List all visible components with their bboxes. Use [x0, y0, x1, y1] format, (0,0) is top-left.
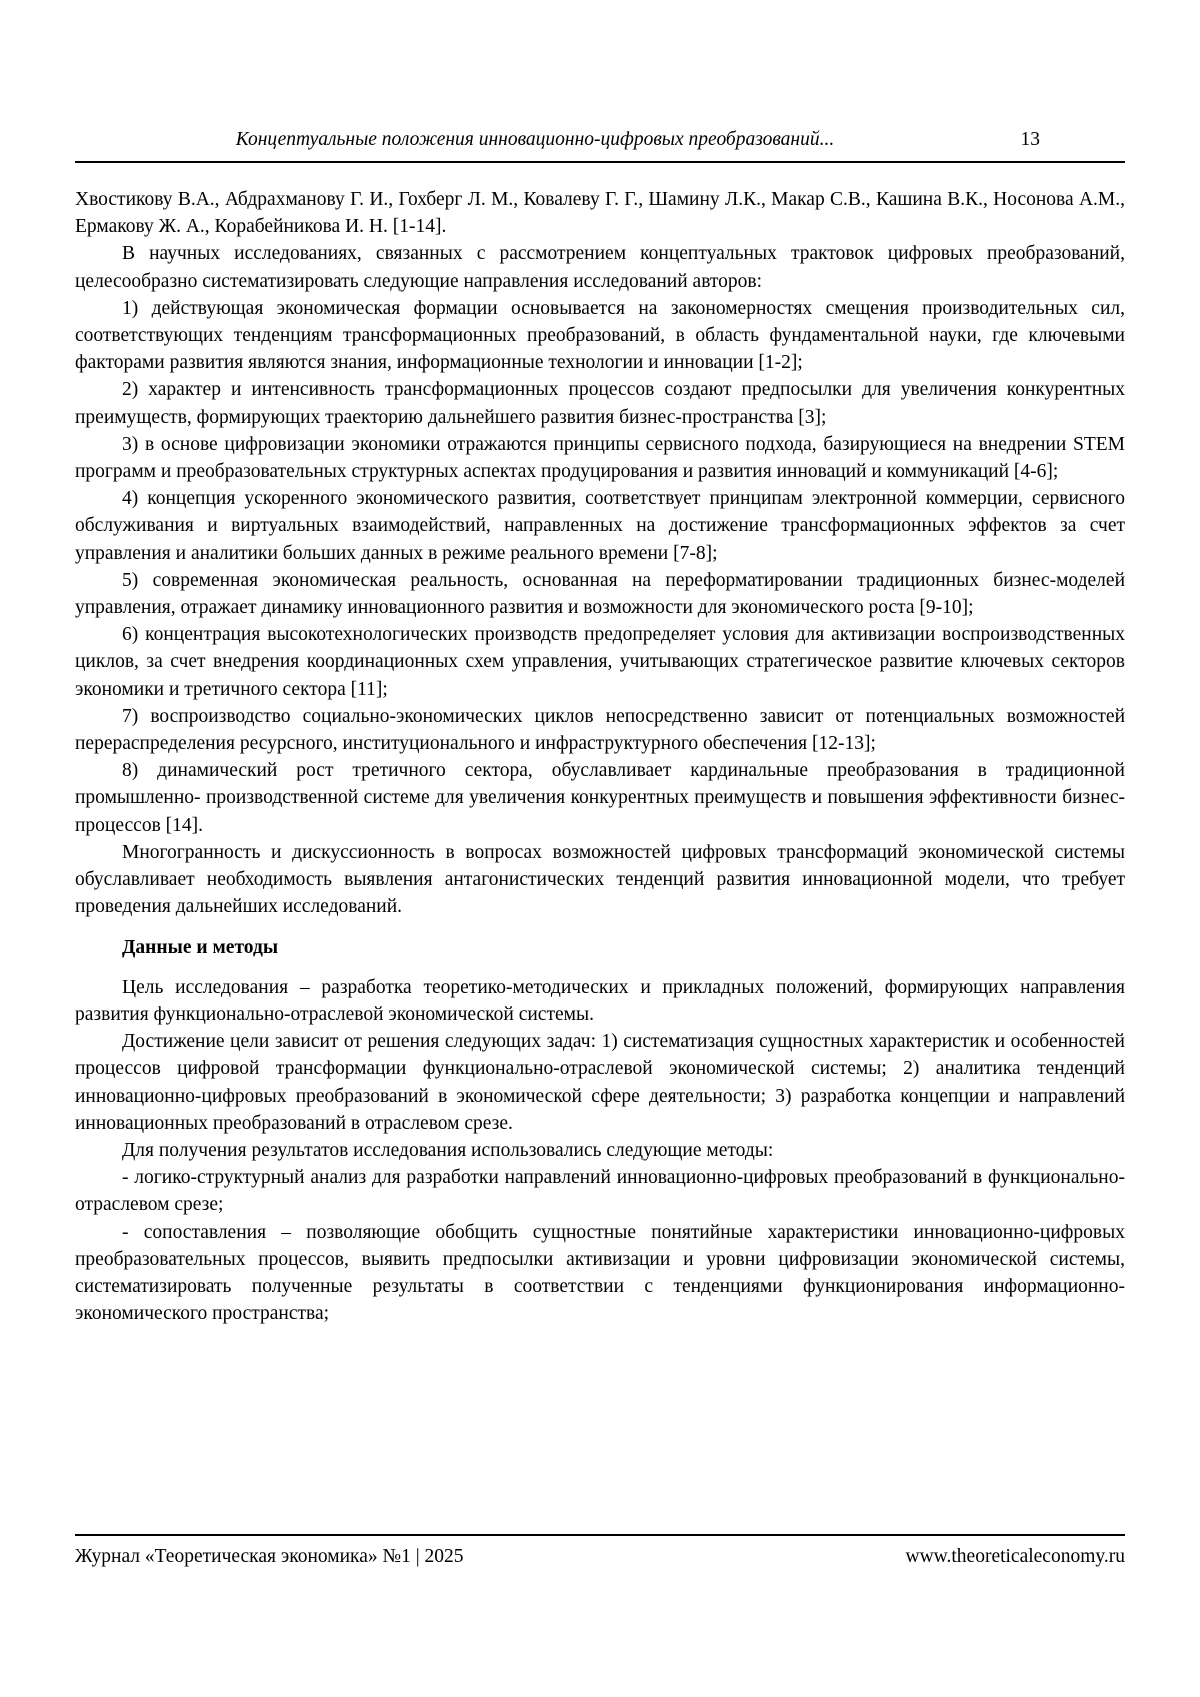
- paragraph: Для получения результатов исследования использовались следующие методы:: [122, 1139, 774, 1161]
- paragraph: Многогранность и дискуссионность в вопросах возможностей цифровых трансформаций экономической системы обуславливает необходимость выявления антагонистических тенденций развития инновационной модели, что требует проведения дальнейших исследований.: [75, 841, 1125, 918]
- article-body: [75, 186, 1125, 1327]
- page-number: 13: [1020, 129, 1040, 150]
- running-title: Концептуальные положения инновационно-цифровых преобразований...: [235, 129, 835, 150]
- method-list-item: - логико-структурный анализ для разработки направлений инновационно-цифровых преобразований в функционально-отраслевом срезе;: [75, 1167, 1125, 1216]
- footer-website-url: www.theoreticaleconomy.ru: [905, 1546, 1125, 1567]
- paragraph: 1) действующая экономическая формации основывается на закономерностях смещения производительных сил, соответствующих тенденциям трансформационных преобразований, в область фундаментальной науки, где ключевыми факторами развития являются знания, информационные технологии и инновации [1-2];: [75, 297, 1125, 374]
- method-list-item: - сопоставления – позволяющие обобщить сущностные понятийные характеристики инновационно-цифровых преобразовательных процессов, выявить предпосылки активизации и уровни цифровизации экономической системы, систематизировать полученные результаты в соответствии с тенденциями функционирования информационно-экономического пространства;: [75, 1221, 1125, 1325]
- paragraph: Достижение цели зависит от решения следующих задач: 1) систематизация сущностных характеристик и особенностей процессов цифровой трансформации функционально-отраслевой экономической системы; 2) аналитика тенденций инновационно-цифровых преобразований в экономической сфере деятельности; 3) разработка концепции и направлений инновационных преобразований в отраслевом срезе.: [75, 1031, 1125, 1134]
- paragraph: 2) характер и интенсивность трансформационных процессов создают предпосылки для увеличения конкурентных преимуществ, формирующих траекторию дальнейшего развития бизнес-пространства [3];: [75, 379, 1125, 428]
- paragraph: 7) воспроизводство социально-экономических циклов непосредственно зависит от потенциальных возможностей перераспределения ресурсного, институционального и инфраструктурного обеспечения [12-13];: [75, 705, 1125, 755]
- paragraph: 4) концепция ускоренного экономического развития, соответствует принципам электронной коммерции, сервисного обслуживания и виртуальных взаимодействий, направленных на достижение трансформационных эффектов за счет управления и аналитики больших данных в режиме реального времени [7-8];: [75, 488, 1125, 564]
- paragraph: Хвостикову В.А., Абдрахманову Г. И., Гохберг Л. М., Ковалеву Г. Г., Шамину Л.К., Макар С.В., Кашина В.К., Носонова А.М., Ермакову Ж. А., Корабейникова И. Н. [1-14].: [75, 189, 1125, 238]
- paragraph: 8) динамический рост третичного сектора, обуславливает кардинальные преобразования в традиционной промышленно- производственной системе для увеличения конкурентных преимуществ и повышения эффективности бизнес-процессов [14].: [75, 760, 1125, 836]
- section-heading: Данные и методы: [122, 937, 279, 959]
- page-header: [75, 128, 1125, 163]
- paragraph: 5) современная экономическая реальность, основанная на переформатировании традиционных бизнес-моделей управления, отражает динамику инновационного развития и возможности для экономического роста [9-10];: [75, 569, 1125, 619]
- paragraph: В научных исследованиях, связанных с рассмотрением концептуальных трактовок цифровых преобразований, целесообразно систематизировать следующие направления исследований авторов:: [75, 243, 1125, 292]
- paragraph: 6) концентрация высокотехнологических производств предопределяет условия для активизации воспроизводственных циклов, за счет внедрения координационных схем управления, учитывающих стратегическое развитие ключевых секторов экономики и третичного сектора [11];: [75, 624, 1125, 700]
- paragraph: Цель исследования – разработка теоретико-методических и прикладных положений, формирующих направления развития функционально-отраслевой экономической системы.: [75, 976, 1125, 1025]
- footer-journal-label: Журнал «Теоретическая экономика» №1 | 2025: [75, 1546, 464, 1567]
- paragraph: 3) в основе цифровизации экономики отражаются принципы сервисного подхода, базирующиеся на внедрении STEM программ и преобразовательных структурных аспектах продуцирования и развития инноваций и коммуникаций [4-6];: [75, 433, 1125, 483]
- page-footer: [75, 1534, 1125, 1569]
